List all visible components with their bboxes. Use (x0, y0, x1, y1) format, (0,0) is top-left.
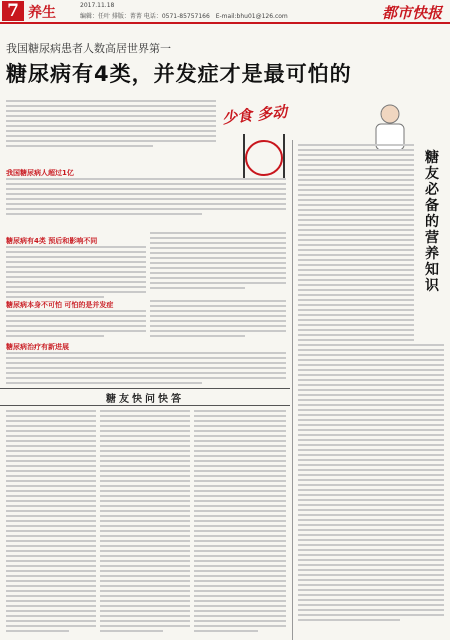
qa-banner (0, 388, 290, 406)
section-heading-3: 糖尿病本身不可怕 可怕的是并发症 (6, 301, 114, 309)
page-number: 7 (2, 1, 24, 21)
section-name: 养生 (28, 5, 56, 21)
section-heading-4: 糖尿病治疗有新进展 (6, 343, 69, 351)
column-divider (292, 140, 293, 640)
page-header (0, 0, 450, 24)
sidebar-text (298, 144, 414, 344)
article-subtitle: 我国糖尿病患者人数高居世界第一 (6, 42, 171, 55)
section-1-text (6, 178, 286, 218)
section-4-text (6, 352, 286, 387)
section-3-text-col-2 (150, 300, 286, 340)
qa-column-1 (6, 410, 96, 635)
article-title: 糖尿病有4类，并发症才是最可怕的 (6, 62, 352, 86)
section-2-text-col-2 (150, 232, 286, 292)
sidebar-text-lower (298, 344, 444, 624)
qa-banner-title: 糖友快问快答 (106, 394, 184, 405)
editor-info: 编辑：任叶 排版：菁菁 电话：0571-85757166 (80, 13, 210, 20)
section-heading-2: 糖尿病有4类 预后和影响不同 (6, 237, 98, 245)
sidebar-title: 糖友必备的营养知识 (425, 150, 439, 294)
body-text (6, 100, 216, 150)
qa-column-3 (194, 410, 286, 635)
editor-line (80, 11, 288, 20)
plate-illustration (240, 128, 288, 182)
section-heading-1: 我国糖尿病人超过1亿 (6, 169, 74, 177)
qa-column-2 (100, 410, 190, 635)
fork-plate-icon (240, 128, 288, 182)
date: 2017.11.18 (80, 2, 115, 9)
section-2-text-col-1 (6, 246, 146, 301)
email: E-mail:bhu01@126.com (215, 13, 288, 20)
calligraphy-slogan: 少食 多动 (221, 102, 289, 128)
newspaper-name: 都市快报 (381, 4, 442, 22)
section-3-text-col-1 (6, 310, 146, 340)
